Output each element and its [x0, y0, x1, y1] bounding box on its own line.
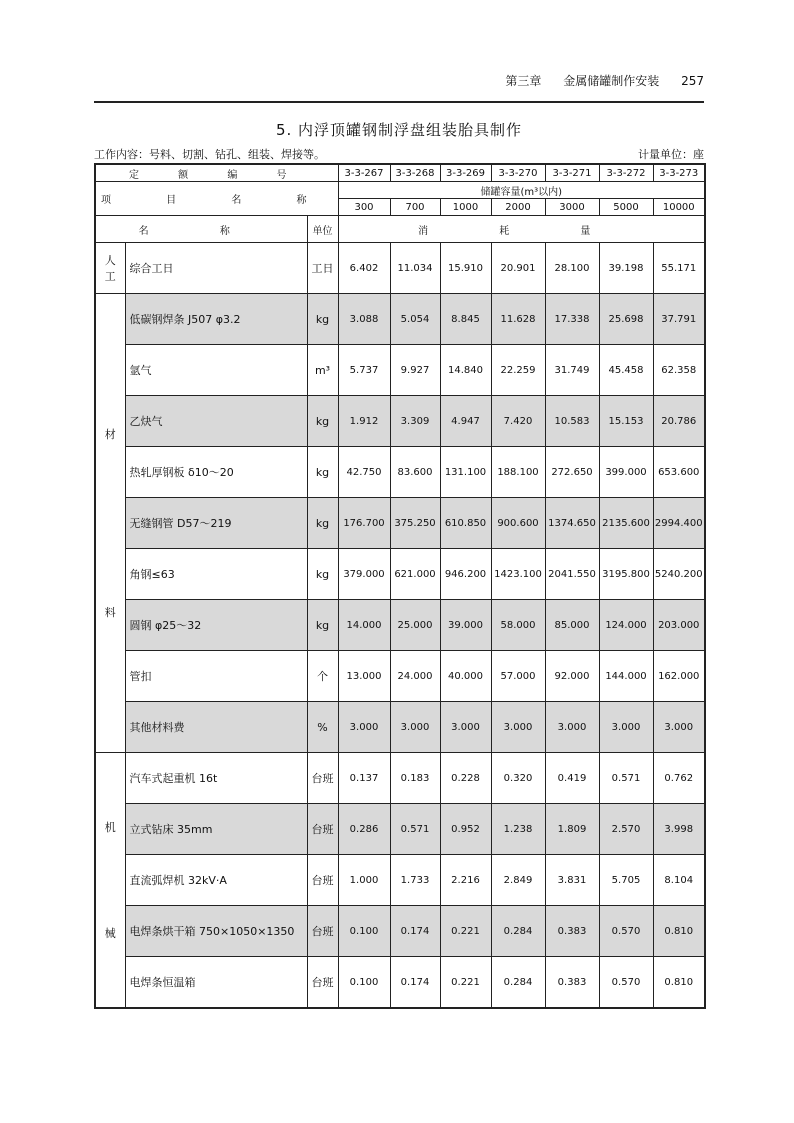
- value-cell: 3.000: [390, 702, 440, 753]
- value-cell: 31.749: [545, 345, 599, 396]
- value-cell: 22.259: [491, 345, 545, 396]
- item-name: 低碳钢焊条 J507 φ3.2: [125, 294, 307, 345]
- capacity-cell: 3000: [545, 199, 599, 216]
- value-cell: 1.733: [390, 855, 440, 906]
- value-cell: 5.054: [390, 294, 440, 345]
- value-cell: 2.849: [491, 855, 545, 906]
- item-name: 无缝钢管 D57～219: [125, 498, 307, 549]
- table-row: [95, 702, 705, 753]
- value-cell: 0.183: [390, 753, 440, 804]
- value-cell: 8.104: [653, 855, 705, 906]
- table-row: [95, 345, 705, 396]
- table-row: [95, 243, 705, 294]
- category-char: 工: [104, 270, 116, 283]
- unit-column-header: 单位: [307, 216, 338, 243]
- value-cell: 3.998: [653, 804, 705, 855]
- value-cell: 0.571: [599, 753, 653, 804]
- item-unit: m³: [307, 345, 338, 396]
- category-char: 械: [104, 927, 116, 940]
- capacity-cell: 5000: [599, 199, 653, 216]
- value-cell: 2041.550: [545, 549, 599, 600]
- value-cell: 13.000: [338, 651, 390, 702]
- value-cell: 0.810: [653, 957, 705, 1009]
- value-cell: 25.698: [599, 294, 653, 345]
- item-name: 综合工日: [125, 243, 307, 294]
- item-name: 角钢≤63: [125, 549, 307, 600]
- item-name: 立式钻床 35mm: [125, 804, 307, 855]
- item-name: 管扣: [125, 651, 307, 702]
- value-cell: 399.000: [599, 447, 653, 498]
- value-cell: 0.419: [545, 753, 599, 804]
- capacity-cell: 2000: [491, 199, 545, 216]
- value-cell: 25.000: [390, 600, 440, 651]
- value-cell: 2.216: [440, 855, 491, 906]
- value-cell: 6.402: [338, 243, 390, 294]
- value-cell: 1374.650: [545, 498, 599, 549]
- table-row: [95, 600, 705, 651]
- value-cell: 55.171: [653, 243, 705, 294]
- value-cell: 83.600: [390, 447, 440, 498]
- value-cell: 20.786: [653, 396, 705, 447]
- value-cell: 3.000: [653, 702, 705, 753]
- table-row: [95, 855, 705, 906]
- value-cell: 15.910: [440, 243, 491, 294]
- capacity-label-row: [95, 182, 705, 199]
- value-cell: 0.174: [390, 906, 440, 957]
- value-cell: 15.153: [599, 396, 653, 447]
- value-cell: 1.000: [338, 855, 390, 906]
- value-cell: 9.927: [390, 345, 440, 396]
- value-cell: 0.383: [545, 957, 599, 1009]
- item-name: 电焊条恒温箱: [125, 957, 307, 1009]
- code-cell: 3-3-267: [338, 164, 390, 182]
- value-cell: 3.309: [390, 396, 440, 447]
- code-cell: 3-3-272: [599, 164, 653, 182]
- value-cell: 0.221: [440, 957, 491, 1009]
- column-header-row: [95, 216, 705, 243]
- section-label: 金属储罐制作安装: [563, 74, 660, 88]
- item-unit: kg: [307, 447, 338, 498]
- value-cell: 8.845: [440, 294, 491, 345]
- value-cell: 176.700: [338, 498, 390, 549]
- item-unit: 台班: [307, 753, 338, 804]
- item-unit: kg: [307, 549, 338, 600]
- value-cell: 0.762: [653, 753, 705, 804]
- value-cell: 40.000: [440, 651, 491, 702]
- item-unit: kg: [307, 396, 338, 447]
- work-content: 工作内容：号料、切割、钻孔、组装、焊接等。: [94, 148, 325, 161]
- value-cell: 0.383: [545, 906, 599, 957]
- header-rule: [94, 101, 704, 103]
- page-title: 5. 内浮顶罐钢制浮盘组装胎具制作: [275, 121, 523, 139]
- item-name-label: 项 目 名 称: [95, 182, 338, 216]
- value-cell: 42.750: [338, 447, 390, 498]
- value-cell: 3.000: [599, 702, 653, 753]
- value-cell: 10.583: [545, 396, 599, 447]
- value-cell: 3.088: [338, 294, 390, 345]
- item-unit: %: [307, 702, 338, 753]
- name-column-header: 名 称: [95, 216, 307, 243]
- value-cell: 20.901: [491, 243, 545, 294]
- capacity-cell: 700: [390, 199, 440, 216]
- value-cell: 3.000: [338, 702, 390, 753]
- item-unit: kg: [307, 600, 338, 651]
- value-cell: 0.228: [440, 753, 491, 804]
- chapter-label: 第三章: [505, 74, 542, 88]
- value-cell: 0.320: [491, 753, 545, 804]
- value-cell: 0.100: [338, 957, 390, 1009]
- value-cell: 5.737: [338, 345, 390, 396]
- value-cell: 621.000: [390, 549, 440, 600]
- item-name: 氩气: [125, 345, 307, 396]
- value-cell: 0.952: [440, 804, 491, 855]
- value-cell: 610.850: [440, 498, 491, 549]
- item-unit: 台班: [307, 855, 338, 906]
- value-cell: 17.338: [545, 294, 599, 345]
- item-unit: kg: [307, 498, 338, 549]
- value-cell: 3.831: [545, 855, 599, 906]
- value-cell: 85.000: [545, 600, 599, 651]
- table-row: [95, 396, 705, 447]
- value-cell: 1.912: [338, 396, 390, 447]
- value-cell: 946.200: [440, 549, 491, 600]
- value-cell: 272.650: [545, 447, 599, 498]
- value-cell: 0.570: [599, 906, 653, 957]
- consumption-header: 消 耗 量: [338, 216, 705, 243]
- item-name: 直流弧焊机 32kV·A: [125, 855, 307, 906]
- value-cell: 39.198: [599, 243, 653, 294]
- item-unit: 个: [307, 651, 338, 702]
- code-cell: 3-3-270: [491, 164, 545, 182]
- table-row: [95, 447, 705, 498]
- value-cell: 188.100: [491, 447, 545, 498]
- item-unit: kg: [307, 294, 338, 345]
- value-cell: 0.810: [653, 906, 705, 957]
- value-cell: 7.420: [491, 396, 545, 447]
- value-cell: 14.000: [338, 600, 390, 651]
- value-cell: 0.284: [491, 906, 545, 957]
- code-cell: 3-3-269: [440, 164, 491, 182]
- capacity-cell: 300: [338, 199, 390, 216]
- table-row: [95, 957, 705, 1009]
- code-cell: 3-3-271: [545, 164, 599, 182]
- capacity-cell: 1000: [440, 199, 491, 216]
- value-cell: 2.570: [599, 804, 653, 855]
- value-cell: 62.358: [653, 345, 705, 396]
- value-cell: 24.000: [390, 651, 440, 702]
- value-cell: 3.000: [545, 702, 599, 753]
- value-cell: 57.000: [491, 651, 545, 702]
- value-cell: 37.791: [653, 294, 705, 345]
- value-cell: 0.570: [599, 957, 653, 1009]
- item-unit: 台班: [307, 804, 338, 855]
- code-cell: 3-3-273: [653, 164, 705, 182]
- category-labor: [95, 243, 125, 294]
- capacity-cell: 10000: [653, 199, 705, 216]
- unit-of-measure: 计量单位：座: [638, 148, 704, 161]
- quota-table: [94, 163, 706, 1009]
- value-cell: 0.174: [390, 957, 440, 1009]
- value-cell: 203.000: [653, 600, 705, 651]
- value-cell: 0.137: [338, 753, 390, 804]
- value-cell: 11.628: [491, 294, 545, 345]
- value-cell: 45.458: [599, 345, 653, 396]
- table-row: [95, 906, 705, 957]
- table-row: [95, 294, 705, 345]
- value-cell: 14.840: [440, 345, 491, 396]
- value-cell: 92.000: [545, 651, 599, 702]
- item-name: 热轧厚钢板 δ10～20: [125, 447, 307, 498]
- value-cell: 3.000: [491, 702, 545, 753]
- value-cell: 0.284: [491, 957, 545, 1009]
- value-cell: 379.000: [338, 549, 390, 600]
- category-char: 材: [104, 428, 116, 441]
- item-name: 电焊条烘干箱 750×1050×1350: [125, 906, 307, 957]
- value-cell: 2135.600: [599, 498, 653, 549]
- value-cell: 11.034: [390, 243, 440, 294]
- category-machine: [95, 753, 125, 1009]
- table-row: [95, 804, 705, 855]
- item-name: 汽车式起重机 16t: [125, 753, 307, 804]
- code-cell: 3-3-268: [390, 164, 440, 182]
- value-cell: 375.250: [390, 498, 440, 549]
- category-char: 人: [104, 254, 116, 267]
- value-cell: 0.100: [338, 906, 390, 957]
- item-unit: 工日: [307, 243, 338, 294]
- table-row: [95, 753, 705, 804]
- category-char: 料: [104, 606, 116, 619]
- table-row: [95, 549, 705, 600]
- value-cell: 39.000: [440, 600, 491, 651]
- value-cell: 131.100: [440, 447, 491, 498]
- value-cell: 900.600: [491, 498, 545, 549]
- value-cell: 2994.400: [653, 498, 705, 549]
- value-cell: 58.000: [491, 600, 545, 651]
- value-cell: 144.000: [599, 651, 653, 702]
- value-cell: 3.000: [440, 702, 491, 753]
- category-material: [95, 294, 125, 753]
- value-cell: 1.809: [545, 804, 599, 855]
- value-cell: 0.221: [440, 906, 491, 957]
- value-cell: 1423.100: [491, 549, 545, 600]
- quota-code-row: [95, 164, 705, 182]
- value-cell: 0.286: [338, 804, 390, 855]
- value-cell: 1.238: [491, 804, 545, 855]
- value-cell: 5.705: [599, 855, 653, 906]
- value-cell: 5240.200: [653, 549, 705, 600]
- page-number: 257: [681, 74, 704, 88]
- item-name: 乙炔气: [125, 396, 307, 447]
- item-unit: 台班: [307, 957, 338, 1009]
- value-cell: 28.100: [545, 243, 599, 294]
- value-cell: 4.947: [440, 396, 491, 447]
- value-cell: 653.600: [653, 447, 705, 498]
- category-char: 机: [104, 821, 116, 834]
- quota-code-label: 定 额 编 号: [95, 164, 338, 182]
- item-name: 圆钢 φ25～32: [125, 600, 307, 651]
- table-row: [95, 651, 705, 702]
- item-name: 其他材料费: [125, 702, 307, 753]
- table-row: [95, 498, 705, 549]
- value-cell: 162.000: [653, 651, 705, 702]
- item-unit: 台班: [307, 906, 338, 957]
- value-cell: 0.571: [390, 804, 440, 855]
- value-cell: 3195.800: [599, 549, 653, 600]
- value-cell: 124.000: [599, 600, 653, 651]
- page-header: [94, 72, 704, 92]
- capacity-label: 储罐容量(m³以内): [338, 182, 705, 199]
